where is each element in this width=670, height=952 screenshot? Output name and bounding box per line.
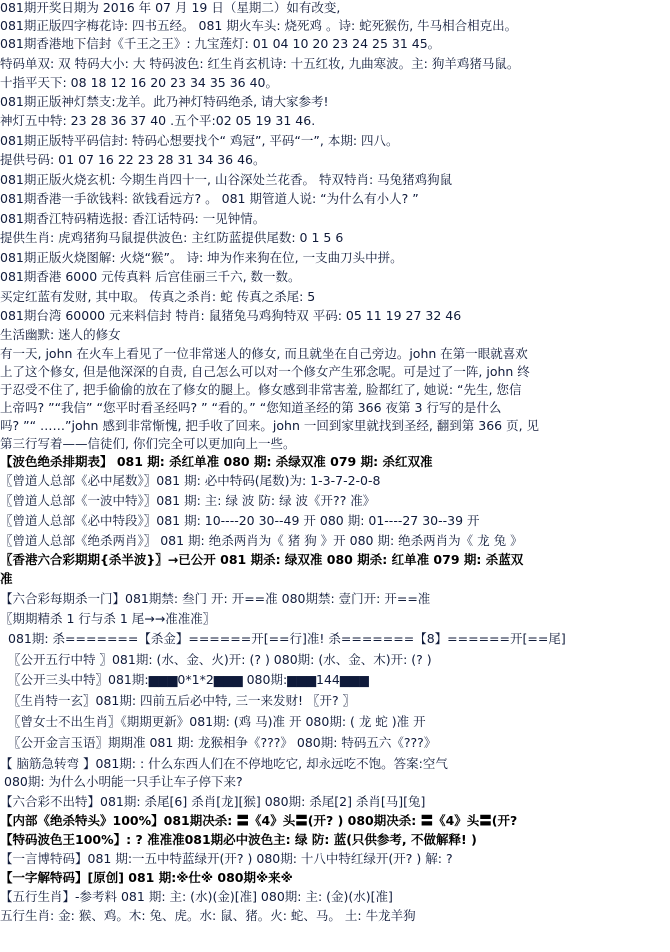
zodiac-mystery-line: 〖生肖特一玄〗081期: 四前五后必中特, 三一来发财! 〖开? 〗 (8, 693, 356, 708)
draw-date-notice: 081期开奖日期为 2016 年 07 月 19 日（星期二）如有改变, (0, 0, 341, 15)
five-elements-line: 〖公开五行中特 〗081期: (水、金、火)开: (? ) 080期: (水、金、木)开: (? ) (8, 652, 432, 667)
kill-two-zodiac-line: 〖曾道人总部《绝杀两肖》〗 081 期: 绝杀两肖为《 猪 狗 》开 080 期: 绝杀两肖为《 龙 兔 》 (0, 533, 523, 548)
riddle-line: 【 脑筋急转弯 】081期: : 什么东西人们在不停地吃它, 却永远吃不饱。答案:空气 (0, 756, 448, 771)
five-elements-legend: 五行生肖: 金: 猴、鸡。木: 兔、虎。水: 鼠、猪。火: 蛇、马。 土: 牛龙羊狗 (0, 908, 416, 923)
riddle-080-line: 080期: 为什么小明能一只手让车子停下来? (4, 774, 243, 789)
fire-diagram-line: 081期正版火烧图解: 火烧“猴”。 诗: 坤为作来狗在位, 一支曲刀头中拼。 (0, 250, 403, 265)
one-word-explain-line: 【一字解特码】[原创] 081 期:※仕※ 080期※来※ (0, 870, 293, 885)
kill-row-tail-title: 〖期期精杀 1 行与杀 1 尾→→准准准〗 (0, 611, 216, 626)
fax-6000-line: 081期香港 6000 元传真料 后宫佳丽三千六, 数一数。 (0, 269, 301, 284)
story-line-1: 有一天, john 在火车上看见了一位非常迷人的修女, 而且就坐在自己旁边。john 在第一眼就喜欢 (0, 346, 528, 361)
color-king-line: 【特码波色王100%】: ? 准准准081期必中波色主: 绿 防: 蓝(只供参考, 不做解释! ) (0, 832, 477, 847)
inner-kill-head-line: 【内部《绝杀特头》100%】081期决杀: 〓《4》头〓(开? ) 080期决杀: 〓《4》头〓(开? (0, 813, 518, 828)
xiangjiang-report-line: 081期香江特码精选报: 香江话特码: 一见钟情。 (0, 211, 266, 226)
ten-fingers-line: 十指平天下: 08 18 12 16 20 23 34 35 36 40。 (0, 75, 279, 90)
half-wave-kill-wrap: 准 (0, 571, 13, 586)
plum-poem-line: 081期正版四字梅花诗: 四书五经。 081 期火车头: 烧死鸡 。诗: 蛇死猴伤, 牛马相合相克出。 (0, 18, 518, 33)
special-segment-line: 〖曾道人总部《必中特段》〗081 期: 10----20 30--49 开 080 期: 01----27 30--39 开 (0, 513, 480, 528)
ms-zeng-line: 〖曾女士不出生肖〗《期期更新》081期: (鸡 马)准 开 080期: ( 龙 蛇 )准 开 (8, 714, 426, 729)
fax-kill-line: 买定红蓝有发财, 其中取。 传真之杀肖: 蛇 传真之杀尾: 5 (0, 289, 316, 304)
lamp-five-numbers-line: 神灯五中特: 23 28 36 37 40 .五个平:02 05 19 31 46. (0, 113, 316, 128)
color-kill-schedule: 【波色绝杀排期表】 081 期: 杀红单准 080 期: 杀绿双准 079 期: 杀红双准 (0, 454, 433, 469)
story-line-6: 第三行写着——信徒们, 你们完全可以更加向上一些。 (0, 436, 296, 451)
story-line-4: 上帝吗? ”“我信” “您平时看圣经吗? ” “看的。” “您知道圣经的第 366 夜第 3 行写的是什么 (0, 400, 502, 415)
lamp-ban-line: 081期正版神灯禁支:龙羊。此乃神灯特码绝杀, 请大家参考! (0, 94, 329, 109)
five-elements-zodiac-line: 【五行生肖】-参考料 081 期: 主: (水)(金)[准] 080期: 主: (金)(水)[准] (0, 889, 393, 904)
story-line-5: 吗? ”“ ……”john 感到非常惭愧, 把手收了回来。john 一回到家里就找到圣经, 翻到第 366 页, 见 (0, 418, 540, 433)
three-heads-line: 〖公开三头中特〗081期:▆▆▆0*1*2▆▆▆ 080期:▆▆▆144▆▆▆ (8, 672, 369, 687)
kill-door-line: 【六合彩每期杀一门】081期禁: 叁门 开: 开==准 080期禁: 壹门开: 开==准 (0, 591, 431, 606)
golden-words-line: 〖公开金言玉语〗期期准 081 期: 龙猴相争《???》 080期: 特码五六《???》 (8, 735, 437, 750)
story-line-2: 上了这个修女, 但是他深深的自责, 自己怎么可以对一个修女产生邪念呢。可是过了一阵, john 终 (0, 364, 530, 379)
provided-zodiac-line: 提供生肖: 虎鸡猪狗马鼠提供波色: 主红防蓝提供尾数: 0 1 5 6 (0, 230, 344, 245)
hk-money-line: 081期香港一手欲钱料: 欲钱看远方? 。 081 期管道人说: “为什么有小人? ” (0, 191, 419, 206)
tail-numbers-line: 〖曾道人总部《必中尾数》〗081 期: 必中特码(尾数)为: 1-3-7-2-0-8 (0, 473, 381, 488)
fire-mystery-line: 081期正版火烧玄机: 今期生肖四十一, 山谷深处兰花香。 特双特肖: 马兔猪鸡狗鼠 (0, 172, 453, 187)
flat-code-letter-line: 081期正版特平码信封: 特码心想要找个“ 鸡冠”, 平码“一”, 本期: 四八。 (0, 133, 399, 148)
humor-title: 生活幽默: 迷人的修女 (0, 327, 121, 342)
story-line-3: 于忍受不住了, 把手偷偷的放在了修女的腿上。修女感到非常害羞, 脸都红了, 她说: “先生, 您信 (0, 382, 522, 397)
kill-row-tail-line: 081期: 杀=======【杀金】======开[==行]准! 杀=======【8】======开[==尾] (8, 631, 566, 646)
one-wave-line: 〖曾道人总部《一波中特》〗081 期: 主: 绿 波 防: 绿 波《开?? 准》 (0, 493, 376, 508)
underground-letter-line: 081期香港地下信封《千王之王》: 九宝莲灯: 01 04 10 20 23 24 25 31 45。 (0, 36, 441, 51)
special-code-attributes-line: 特码单双: 双 特码大小: 大 特码波色: 红生肖玄机诗: 十五红妆, 九曲寒波。主: 狗羊鸡猪马鼠。 (0, 56, 520, 71)
one-word-bet-line: 【一言博特码】081 期:一五中特蓝绿开(开? ) 080期: 十八中特红绿开(开? ) 解: ? (0, 851, 453, 866)
no-special-line: 【六合彩不出特】081期: 杀尾[6] 杀肖[龙][猴] 080期: 杀尾[2] 杀肖[马][兔] (0, 794, 426, 809)
half-wave-kill-line: 〖香港六合彩期期{杀半波}〗→已公开 081 期杀: 绿双准 080 期杀: 红单准 079 期: 杀蓝双 (0, 552, 524, 567)
taiwan-letter-line: 081期台湾 60000 元来料信封 特肖: 鼠猪兔马鸡狗特双 平码: 05 11 19 27 32 46 (0, 308, 462, 323)
provided-numbers-line: 提供号码: 01 07 16 22 23 28 31 34 36 46。 (0, 152, 266, 167)
